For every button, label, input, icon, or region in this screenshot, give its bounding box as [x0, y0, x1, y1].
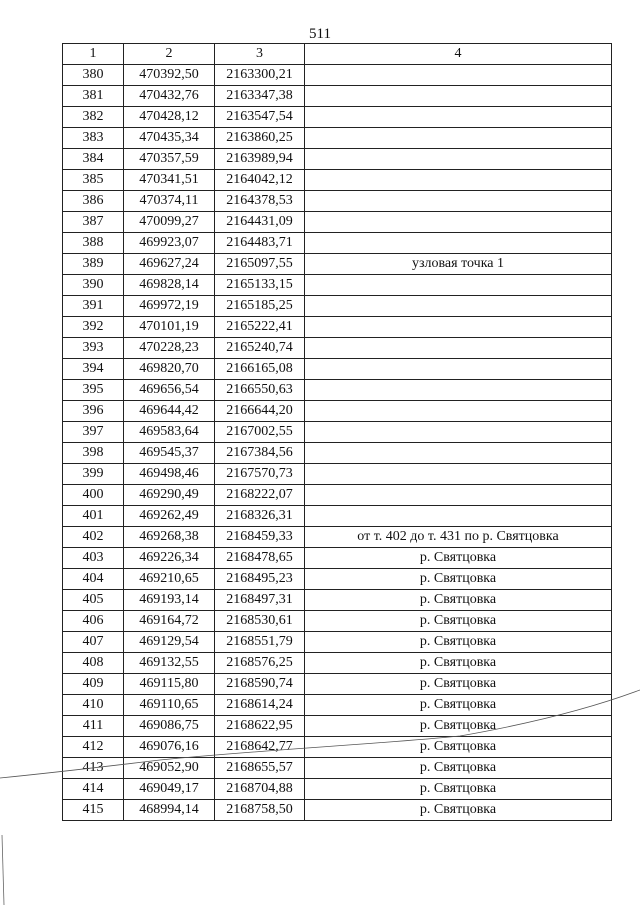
cell-coordinate-x: 469498,46 [124, 464, 215, 485]
cell-note: р. Святцовка [305, 695, 612, 716]
cell-coordinate-y: 2168530,61 [215, 611, 305, 632]
cell-point-number: 387 [63, 212, 124, 233]
cell-note [305, 485, 612, 506]
table-header-row [63, 44, 612, 65]
table-row [63, 548, 612, 569]
table-row [63, 170, 612, 191]
cell-coordinate-x: 469076,16 [124, 737, 215, 758]
table-row [63, 275, 612, 296]
cell-note [305, 380, 612, 401]
cell-point-number: 386 [63, 191, 124, 212]
table-row [63, 422, 612, 443]
cell-coordinate-y: 2167384,56 [215, 443, 305, 464]
table-row [63, 590, 612, 611]
cell-coordinate-y: 2165185,25 [215, 296, 305, 317]
cell-coordinate-y: 2163547,54 [215, 107, 305, 128]
cell-coordinate-x: 470374,11 [124, 191, 215, 212]
cell-point-number: 413 [63, 758, 124, 779]
cell-coordinate-x: 469226,34 [124, 548, 215, 569]
cell-coordinate-y: 2164431,09 [215, 212, 305, 233]
cell-coordinate-y: 2168614,24 [215, 695, 305, 716]
cell-note [305, 296, 612, 317]
table-row [63, 128, 612, 149]
cell-coordinate-y: 2168655,57 [215, 758, 305, 779]
table-row [63, 611, 612, 632]
cell-point-number: 409 [63, 674, 124, 695]
cell-coordinate-x: 469972,19 [124, 296, 215, 317]
cell-point-number: 384 [63, 149, 124, 170]
table-row [63, 149, 612, 170]
cell-point-number: 381 [63, 86, 124, 107]
cell-point-number: 403 [63, 548, 124, 569]
cell-note [305, 359, 612, 380]
cell-coordinate-y: 2168576,25 [215, 653, 305, 674]
cell-point-number: 412 [63, 737, 124, 758]
table-row [63, 212, 612, 233]
cell-point-number: 411 [63, 716, 124, 737]
table-row [63, 527, 612, 548]
cell-coordinate-y: 2166165,08 [215, 359, 305, 380]
cell-coordinate-x: 469583,64 [124, 422, 215, 443]
cell-coordinate-y: 2163989,94 [215, 149, 305, 170]
cell-coordinate-y: 2168704,88 [215, 779, 305, 800]
cell-point-number: 398 [63, 443, 124, 464]
cell-point-number: 400 [63, 485, 124, 506]
cell-coordinate-x: 469644,42 [124, 401, 215, 422]
cell-note: р. Святцовка [305, 779, 612, 800]
cell-coordinate-x: 469656,54 [124, 380, 215, 401]
table-row [63, 485, 612, 506]
table-body [63, 65, 612, 821]
cell-coordinate-x: 469262,49 [124, 506, 215, 527]
cell-note [305, 107, 612, 128]
table-row [63, 65, 612, 86]
table-row [63, 86, 612, 107]
table-row [63, 779, 612, 800]
cell-coordinate-x: 469210,65 [124, 569, 215, 590]
table-row [63, 191, 612, 212]
cell-point-number: 402 [63, 527, 124, 548]
column-header-number: 1 [63, 44, 124, 65]
table-row [63, 464, 612, 485]
table-row [63, 443, 612, 464]
cell-point-number: 390 [63, 275, 124, 296]
cell-coordinate-y: 2163860,25 [215, 128, 305, 149]
cell-note [305, 506, 612, 527]
cell-note: р. Святцовка [305, 548, 612, 569]
cell-note: р. Святцовка [305, 590, 612, 611]
table-row [63, 716, 612, 737]
cell-coordinate-y: 2165133,15 [215, 275, 305, 296]
column-header-y: 3 [215, 44, 305, 65]
cell-point-number: 410 [63, 695, 124, 716]
cell-coordinate-y: 2163300,21 [215, 65, 305, 86]
cell-coordinate-y: 2164042,12 [215, 170, 305, 191]
cell-coordinate-x: 470392,50 [124, 65, 215, 86]
cell-coordinate-x: 469049,17 [124, 779, 215, 800]
cell-point-number: 397 [63, 422, 124, 443]
cell-note [305, 401, 612, 422]
cell-coordinate-x: 470341,51 [124, 170, 215, 191]
cell-point-number: 392 [63, 317, 124, 338]
cell-note: р. Святцовка [305, 737, 612, 758]
table-row [63, 695, 612, 716]
column-header-x: 2 [124, 44, 215, 65]
table-row [63, 569, 612, 590]
cell-coordinate-y: 2165097,55 [215, 254, 305, 275]
cell-coordinate-y: 2168222,07 [215, 485, 305, 506]
table-row [63, 296, 612, 317]
cell-coordinate-y: 2164483,71 [215, 233, 305, 254]
cell-note: р. Святцовка [305, 632, 612, 653]
cell-point-number: 394 [63, 359, 124, 380]
cell-point-number: 383 [63, 128, 124, 149]
cell-point-number: 396 [63, 401, 124, 422]
cell-note [305, 443, 612, 464]
cell-note: р. Святцовка [305, 611, 612, 632]
page-number: 511 [309, 26, 331, 42]
table-row [63, 653, 612, 674]
cell-coordinate-x: 470228,23 [124, 338, 215, 359]
cell-coordinate-x: 470101,19 [124, 317, 215, 338]
cell-coordinate-x: 470099,27 [124, 212, 215, 233]
cell-point-number: 385 [63, 170, 124, 191]
cell-coordinate-y: 2168758,50 [215, 800, 305, 821]
cell-note: узловая точка 1 [305, 254, 612, 275]
cell-note: от т. 402 до т. 431 по р. Святцовка [305, 527, 612, 548]
cell-point-number: 407 [63, 632, 124, 653]
cell-coordinate-y: 2165222,41 [215, 317, 305, 338]
table-row [63, 737, 612, 758]
cell-note [305, 317, 612, 338]
cell-note: р. Святцовка [305, 800, 612, 821]
cell-note [305, 65, 612, 86]
cell-coordinate-x: 469290,49 [124, 485, 215, 506]
table-row [63, 338, 612, 359]
cell-coordinate-y: 2164378,53 [215, 191, 305, 212]
table-row [63, 401, 612, 422]
cell-coordinate-x: 469545,37 [124, 443, 215, 464]
cell-coordinate-y: 2168326,31 [215, 506, 305, 527]
cell-coordinate-y: 2163347,38 [215, 86, 305, 107]
cell-coordinate-x: 469164,72 [124, 611, 215, 632]
cell-note [305, 170, 612, 191]
cell-coordinate-x: 469132,55 [124, 653, 215, 674]
cell-point-number: 393 [63, 338, 124, 359]
table-row [63, 758, 612, 779]
table-row [63, 674, 612, 695]
cell-note [305, 275, 612, 296]
cell-coordinate-y: 2166550,63 [215, 380, 305, 401]
cell-point-number: 382 [63, 107, 124, 128]
cell-note [305, 464, 612, 485]
cell-point-number: 391 [63, 296, 124, 317]
cell-coordinate-y: 2168459,33 [215, 527, 305, 548]
cell-point-number: 414 [63, 779, 124, 800]
cell-coordinate-x: 468994,14 [124, 800, 215, 821]
cell-coordinate-x: 469110,65 [124, 695, 215, 716]
cell-point-number: 380 [63, 65, 124, 86]
cell-coordinate-x: 469820,70 [124, 359, 215, 380]
cell-point-number: 395 [63, 380, 124, 401]
cell-coordinate-x: 469129,54 [124, 632, 215, 653]
cell-point-number: 389 [63, 254, 124, 275]
cell-coordinate-y: 2168551,79 [215, 632, 305, 653]
cell-point-number: 404 [63, 569, 124, 590]
cell-note [305, 149, 612, 170]
cell-coordinate-x: 469086,75 [124, 716, 215, 737]
cell-note [305, 338, 612, 359]
cell-coordinate-x: 470435,34 [124, 128, 215, 149]
cell-point-number: 415 [63, 800, 124, 821]
cell-coordinate-y: 2168590,74 [215, 674, 305, 695]
cell-coordinate-y: 2168497,31 [215, 590, 305, 611]
cell-coordinate-x: 469193,14 [124, 590, 215, 611]
cell-coordinate-y: 2168478,65 [215, 548, 305, 569]
coordinates-table [62, 43, 612, 821]
table-row [63, 800, 612, 821]
table-row [63, 506, 612, 527]
table-row [63, 317, 612, 338]
table-row [63, 359, 612, 380]
cell-coordinate-x: 469052,90 [124, 758, 215, 779]
table-row [63, 107, 612, 128]
cell-note: р. Святцовка [305, 674, 612, 695]
cell-coordinate-x: 469627,24 [124, 254, 215, 275]
cell-coordinate-x: 469828,14 [124, 275, 215, 296]
cell-point-number: 408 [63, 653, 124, 674]
cell-coordinate-x: 469115,80 [124, 674, 215, 695]
cell-note [305, 233, 612, 254]
cell-note [305, 422, 612, 443]
cell-note [305, 191, 612, 212]
cell-note [305, 128, 612, 149]
cell-coordinate-y: 2168495,23 [215, 569, 305, 590]
cell-coordinate-x: 469268,38 [124, 527, 215, 548]
cell-note: р. Святцовка [305, 569, 612, 590]
table-row [63, 233, 612, 254]
table-row [63, 380, 612, 401]
cell-note: р. Святцовка [305, 716, 612, 737]
cell-coordinate-y: 2165240,74 [215, 338, 305, 359]
cell-point-number: 401 [63, 506, 124, 527]
cell-coordinate-y: 2167570,73 [215, 464, 305, 485]
cell-coordinate-x: 470357,59 [124, 149, 215, 170]
cell-note [305, 212, 612, 233]
table-row [63, 254, 612, 275]
cell-coordinate-y: 2168642,77 [215, 737, 305, 758]
cell-coordinate-x: 469923,07 [124, 233, 215, 254]
cell-point-number: 405 [63, 590, 124, 611]
cell-point-number: 406 [63, 611, 124, 632]
table-row [63, 632, 612, 653]
cell-note: р. Святцовка [305, 653, 612, 674]
cell-note: р. Святцовка [305, 758, 612, 779]
cell-coordinate-x: 470428,12 [124, 107, 215, 128]
cell-coordinate-y: 2167002,55 [215, 422, 305, 443]
cell-point-number: 388 [63, 233, 124, 254]
cell-note [305, 86, 612, 107]
cell-coordinate-y: 2166644,20 [215, 401, 305, 422]
cell-coordinate-y: 2168622,95 [215, 716, 305, 737]
cell-point-number: 399 [63, 464, 124, 485]
column-header-note: 4 [305, 44, 612, 65]
cell-coordinate-x: 470432,76 [124, 86, 215, 107]
